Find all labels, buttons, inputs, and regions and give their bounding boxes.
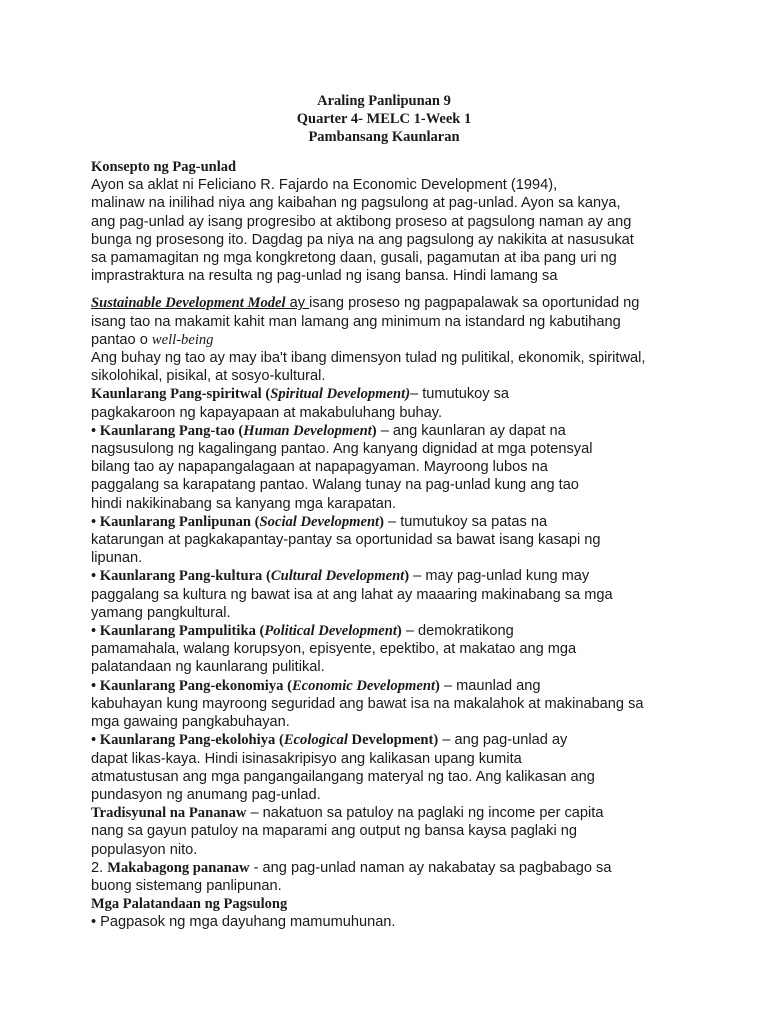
document-body <box>91 158 691 932</box>
well-being-term: well-being <box>151 331 214 348</box>
sustainable-prefix: pantao o <box>91 331 152 348</box>
political-cont: pamamahala, walang korupsyon, episyente, epektibo, at makatao ang mga <box>91 641 577 658</box>
social-item <box>91 513 691 531</box>
political-close: ) <box>396 623 402 640</box>
ecological-en: Ecological <box>283 732 348 749</box>
ecological-item <box>91 731 691 749</box>
konsepto-line: ang pag-unlad ay isang progresibo at aktibong proseso at pagsulong naman ay ang <box>91 213 632 230</box>
economic-item <box>91 677 691 695</box>
konsepto-line: imprastraktura na resulta ng pag-unlad ng isang bansa. Hindi lamang sa <box>91 268 558 285</box>
political-desc: – demokratikong <box>401 623 514 640</box>
ecological-name: • Kaunlarang Pang-ekolohiya ( <box>91 732 284 749</box>
ecological-cont: pundasyon ng anumang pag-unlad. <box>91 786 321 803</box>
cultural-name: • Kaunlarang Pang-kultura ( <box>91 568 271 585</box>
political-en: Political Development <box>264 623 397 640</box>
political-name: • Kaunlarang Pampulitika ( <box>91 623 265 640</box>
makabago-desc: - ang pag-unlad naman ay nakabatay sa pagbabago sa <box>249 859 612 876</box>
human-close: ) <box>371 422 377 439</box>
social-name: • Kaunlarang Panlipunan ( <box>91 513 260 530</box>
ecological-cont: atmatustusan ang mga pangangailangang materyal ng tao. Ang kalikasan ang <box>91 768 595 785</box>
human-en: Human Development <box>243 422 372 439</box>
sustainable-line: Ang buhay ng tao ay may iba't ibang dimensyon tulad ng pulitikal, ekonomik, spiritwal, <box>91 350 646 367</box>
makabago-num: 2. <box>91 859 108 876</box>
makabago-term: Makabagong pananaw <box>107 859 250 876</box>
social-cont: katarungan at pagkakapantay-pantay sa oportunidad sa bawat isang kasapi ng <box>91 532 601 549</box>
cultural-item <box>91 567 691 585</box>
konsepto-line: bunga ng prosesong ito. Dagdag pa niya na ang pagsulong ay nakikita at nasusukat <box>91 231 634 248</box>
economic-close: ) <box>435 677 440 694</box>
spiritual-en: Spiritual Development) <box>270 386 411 403</box>
konsepto-line: sa pamamagitan ng mga kongkretong daan, gusali, pagamutan at iba pang uri ng <box>91 250 617 267</box>
economic-cont: kabuhayan kung mayroong seguridad ang bawat isa na makalahok at makinabang sa <box>91 695 644 712</box>
sustainable-line: isang tao na makamit kahit man lamang ang minimum na istandard ng kabutihang <box>91 313 621 330</box>
social-desc: – tumutukoy sa patas na <box>384 513 548 530</box>
social-close: ) <box>379 513 384 530</box>
tradisyunal-desc: – nakatuon sa patuloy na paglaki ng income per capita <box>246 805 604 822</box>
political-item <box>91 622 691 640</box>
human-item <box>91 422 691 440</box>
cultural-cont: paggalang sa kultura ng bawat isa at ang lahat ay maaaring makinabang sa mga <box>91 586 613 603</box>
palatandaan-bullet: • Pagpasok ng mga dayuhang mamumuhunan. <box>91 914 396 931</box>
human-cont: paggalang sa karapatang pantao. Walang tunay na pag-unlad kung ang tao <box>91 477 579 494</box>
tradisyunal-item <box>91 804 691 822</box>
political-cont: palatandaan ng kaunlarang pulitikal. <box>91 659 325 676</box>
sustainable-line <box>91 294 691 312</box>
economic-desc: – maunlad ang <box>439 677 541 694</box>
palatandaan-heading: Mga Palatandaan ng Pagsulong <box>91 896 288 913</box>
sustainable-term: Sustainable Development Model <box>91 295 286 312</box>
ecological-cont: dapat likas-kaya. Hindi isinasakripisyo ang kalikasan upang kumita <box>91 750 522 767</box>
quarter-week-line: Quarter 4- MELC 1-Week 1 <box>296 111 472 127</box>
human-name: • Kaunlarang Pang-tao ( <box>91 422 244 439</box>
social-en: Social Development <box>259 513 380 530</box>
sustainable-term-tail: ay <box>285 295 310 312</box>
sustainable-line: sikolohikal, pisikal, at sosyo-kultural. <box>91 368 326 385</box>
sustainable-line-rest: isang proseso ng pagpapalawak sa oportunidad ng <box>309 295 640 312</box>
spiritual-desc: – tumutukoy sa <box>410 386 510 403</box>
social-cont: lipunan. <box>91 550 143 567</box>
ecological-desc: – ang pag-unlad ay <box>438 732 568 749</box>
cultural-desc: – may pag-unlad kung may <box>409 568 590 585</box>
spiritual-cont: pagkakaroon ng kapayapaan at makabuluhang buhay. <box>91 404 443 421</box>
cultural-close: ) <box>404 568 410 585</box>
konsepto-line: malinaw na inilihad niya ang kaibahan ng pagsulong at pag-unlad. Ayon sa kanya, <box>91 195 621 212</box>
human-cont: bilang tao ay napapangalagaan at napapagyaman. Mayroong lubos na <box>91 459 548 476</box>
economic-cont: mga gawaing pangkabuhayan. <box>91 714 290 731</box>
spiritual-item <box>91 385 691 403</box>
tradisyunal-cont: populasyon nito. <box>91 841 198 858</box>
ecological-close: Development) <box>347 732 439 749</box>
human-desc: – ang kaunlaran ay dapat na <box>376 422 566 439</box>
tradisyunal-term: Tradisyunal na Pananaw <box>91 805 247 822</box>
konsepto-heading: Konsepto ng Pag-unlad <box>91 159 237 175</box>
subject-title: Araling Panlipunan 9 <box>317 93 451 109</box>
sustainable-line <box>91 331 691 349</box>
human-cont: hindi nakikinabang sa kanyang mga karapatan. <box>91 495 397 512</box>
makabago-cont: buong sistemang panlipunan. <box>91 877 282 894</box>
tradisyunal-cont: nang sa gayun patuloy na maparami ang output ng bansa kaysa paglaki ng <box>91 823 577 840</box>
economic-en: Economic Development <box>291 677 436 694</box>
konsepto-line: Ayon sa aklat ni Feliciano R. Fajardo na Economic Development (1994), <box>91 177 558 194</box>
document-header <box>0 92 768 146</box>
topic-title: Pambansang Kaunlaran <box>308 129 460 145</box>
spiritual-name: Kaunlarang Pang-spiritwal ( <box>91 386 271 403</box>
cultural-cont: yamang pangkultural. <box>91 604 231 621</box>
human-cont: nagsusulong ng kagalingang pantao. Ang kanyang dignidad at mga potensyal <box>91 441 593 458</box>
economic-name: • Kaunlarang Pang-ekonomiya ( <box>91 677 292 694</box>
cultural-en: Cultural Development <box>270 568 405 585</box>
makabago-item <box>91 859 691 877</box>
